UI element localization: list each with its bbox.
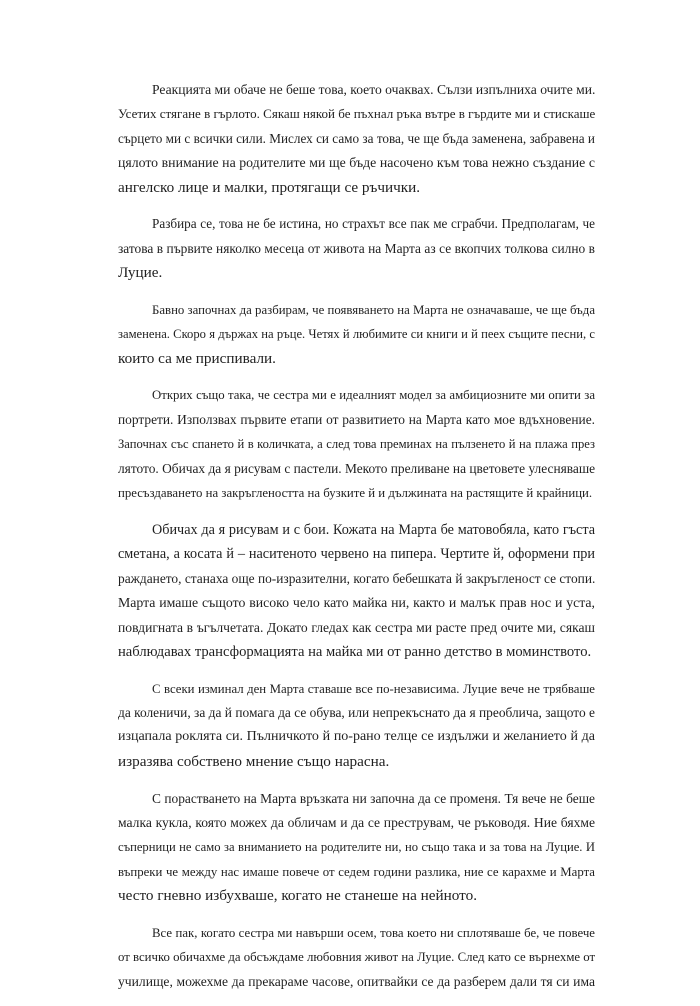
text-line: Все пак, когато сестра ми навърши осем, това което ни сплотяваше бе, че повече (152, 925, 595, 940)
text-line: Открих също така, че сестра ми е идеалният модел за амбициозните ми опити за (152, 388, 595, 403)
text-line: С всеки изминал ден Марта ставаше все по-независима. Луцие вече не трябваше (152, 681, 595, 696)
text-line: сметана, а косата й – наситеното червено на пипера. Чертите й, оформени при (118, 546, 595, 563)
text-line: малка кукла, която можех да обличам и да се преструвам, че ръководя. Ние бяхме (118, 814, 595, 830)
text-line: Луцие. (118, 264, 163, 282)
text-line: въпреки че между нас имаше повече от седем години разлика, ние се карахме и Марта (118, 864, 595, 879)
text-line: от всичко обичахме да обсъждаме любовния живот на Луцие. След като се върнехме от (118, 950, 596, 965)
text-line: да коленичи, за да й помага да се обува, или непрекъснато да я преоблича, защото е (118, 705, 595, 720)
paragraph (118, 212, 595, 285)
text-line: изразява собствено мнение също нарасна. (118, 752, 390, 770)
text-line: затова в първите няколко месеца от живота на Марта аз се вкопчих толкова силно в (118, 240, 595, 256)
text-line: Усетих стягане в гърлото. Сякаш някой бе пъхнал ръка вътре в гърдите ми и стискаше (118, 106, 596, 122)
text-line: наблюдавах трансформацията на майка ми от ранно детство в моминството. (118, 643, 592, 660)
paragraph (118, 518, 595, 665)
text-line: раждането, станаха още по-изразителни, когато бебешката й закръгленост се стопи. (118, 570, 596, 586)
text-line: Започнах със спането й в количката, а след това преминах на пълзенето й на плажа през (118, 437, 595, 452)
document-page (118, 78, 595, 1006)
text-line: които са ме приспивали. (118, 349, 276, 367)
paragraph (118, 298, 595, 371)
text-line: заменена. Скоро я държах на ръце. Четях й любимите си книги и й пеех същите песни, с (118, 327, 595, 342)
text-line: Бавно започнах да разбирам, че появяването на Марта не означаваше, че ще бъда (152, 302, 595, 317)
text-line: често гневно избухваше, когато не станеше на нейното. (118, 887, 478, 905)
text-line: лятото. Обичах да я рисувам с пастели. Мекото преливане на цветовете улесняваше (118, 460, 596, 476)
text-line: повдигната в ъгълчетата. Докато гледах как сестра ми расте пред очите ми, сякаш (118, 619, 595, 635)
text-line: С порастването на Марта връзката ни започна да се променя. Тя вече не беше (152, 790, 595, 806)
paragraph (118, 787, 595, 909)
text-line: пресъздаването на закръглеността на бузките й и дължината на растящите й крайници. (118, 486, 593, 501)
paragraph (118, 677, 595, 775)
text-line: Обичах да я рисувам и с бои. Кожата на Марта бе матовобяла, като гъста (152, 521, 595, 538)
paragraph (118, 921, 595, 994)
text-line: училище, можехме да прекараме часове, опитвайки се да разберем дали тя си има (118, 973, 595, 989)
text-line: портрети. Използвах първите етапи от развитието на Марта като мое вдъхновение. (118, 411, 595, 427)
text-line: Разбира се, това не бе истина, но страхът все пак ме сграбчи. Предполагам, че (152, 216, 595, 232)
text-line: ангелско лице и малки, протягащи се ръчички. (118, 178, 421, 196)
paragraph (118, 78, 595, 200)
paragraph (118, 383, 595, 505)
text-line: сърцето ми с всички сили. Мислех си само за това, че ще бъда заменена, забравена и (118, 130, 595, 146)
text-line: Марта имаше същото високо чело като майка ни, както и малък прав нос и уста, (118, 595, 595, 611)
text-line: цялото внимание на родителите ми ще бъде насочено към това нежно създание с (118, 155, 595, 171)
text-line: изцапала роклята си. Пълничкото й по-рано телце се издължи и желанието й да (118, 729, 595, 745)
text-line: съперници не само за вниманието на родителите ни, но също така и за това на Луцие. И (118, 840, 595, 855)
text-line: Реакцията ми обаче не беше това, което очаквах. Сълзи изпълниха очите ми. (152, 82, 596, 97)
